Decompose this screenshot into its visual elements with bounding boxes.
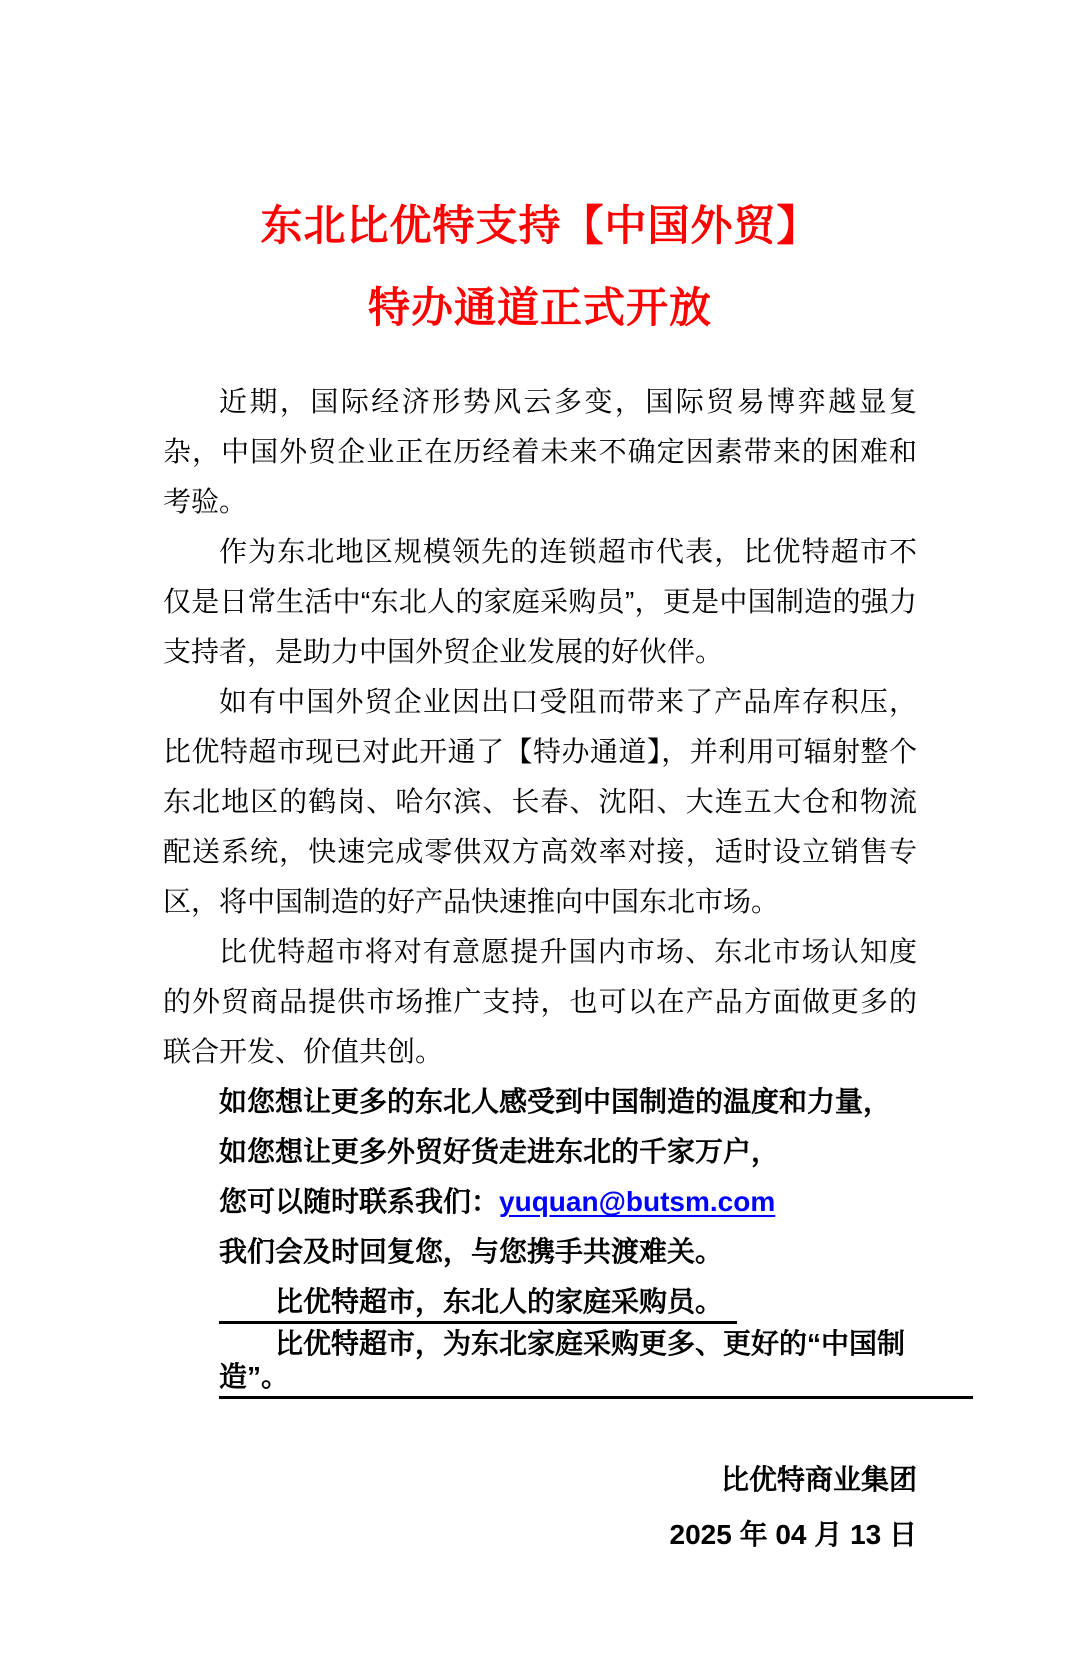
slogan-line-1 [163,1277,917,1327]
paragraph-4: 比优特超市将对有意愿提升国内市场、东北市场认知度的外贸商品提供市场推广支持，也可以在产品方面做更多的联合开发、价值共创。 [163,936,917,1067]
slogan-1-text: 比优特超市，东北人的家庭采购员。 [219,1285,737,1324]
paragraph-3: 如有中国外贸企业因出口受阻而带来了产品库存积压，比优特超市现已对此开通了【特办通道】，并利用可辐射整个东北地区的鹤岗、哈尔滨、长春、沈阳、大连五大仓和物流配送系统，快速完成零供双方高效率对接，适时设立销售专区，将中国制造的好产品快速推向中国东北市场。 [163,686,917,917]
reply-line: 我们会及时回复您，与您携手共渡难关。 [219,1236,724,1267]
title-line-1: 东北比优特支持【中国外贸】 [260,202,820,249]
title-line-2: 特办通道正式开放 [367,284,712,331]
slogan-2-text: 比优特超市，为东北家庭采购更多、更好的“中国制造”。 [219,1327,973,1399]
slogan-line-2 [163,1327,917,1402]
page-title [163,185,917,349]
highlight-line-1: 如您想让更多的东北人感受到中国制造的温度和力量， [219,1086,892,1117]
document-body [163,377,917,1402]
email-link[interactable]: yuquan@butsm.com [499,1186,776,1217]
signature-date: 2025 年 04 月 13 日 [669,1519,917,1551]
paragraph-2: 作为东北地区规模领先的连锁超市代表，比优特超市不仅是日常生活中“东北人的家庭采购员”，更是中国制造的强力支持者，是助力中国外贸企业发展的好伙伴。 [163,536,917,667]
highlight-line-2: 如您想让更多外贸好货走进东北的千家万户， [219,1136,780,1167]
contact-line [163,1177,917,1227]
contact-label: 您可以随时联系我们： [219,1186,500,1217]
paragraph-1: 近期，国际经济形势风云多变，国际贸易博弈越显复杂，中国外贸企业正在历经着未来不确定因素带来的困难和考验。 [163,386,917,517]
signature-company: 比优特商业集团 [720,1464,917,1496]
signature-block [163,1452,917,1562]
